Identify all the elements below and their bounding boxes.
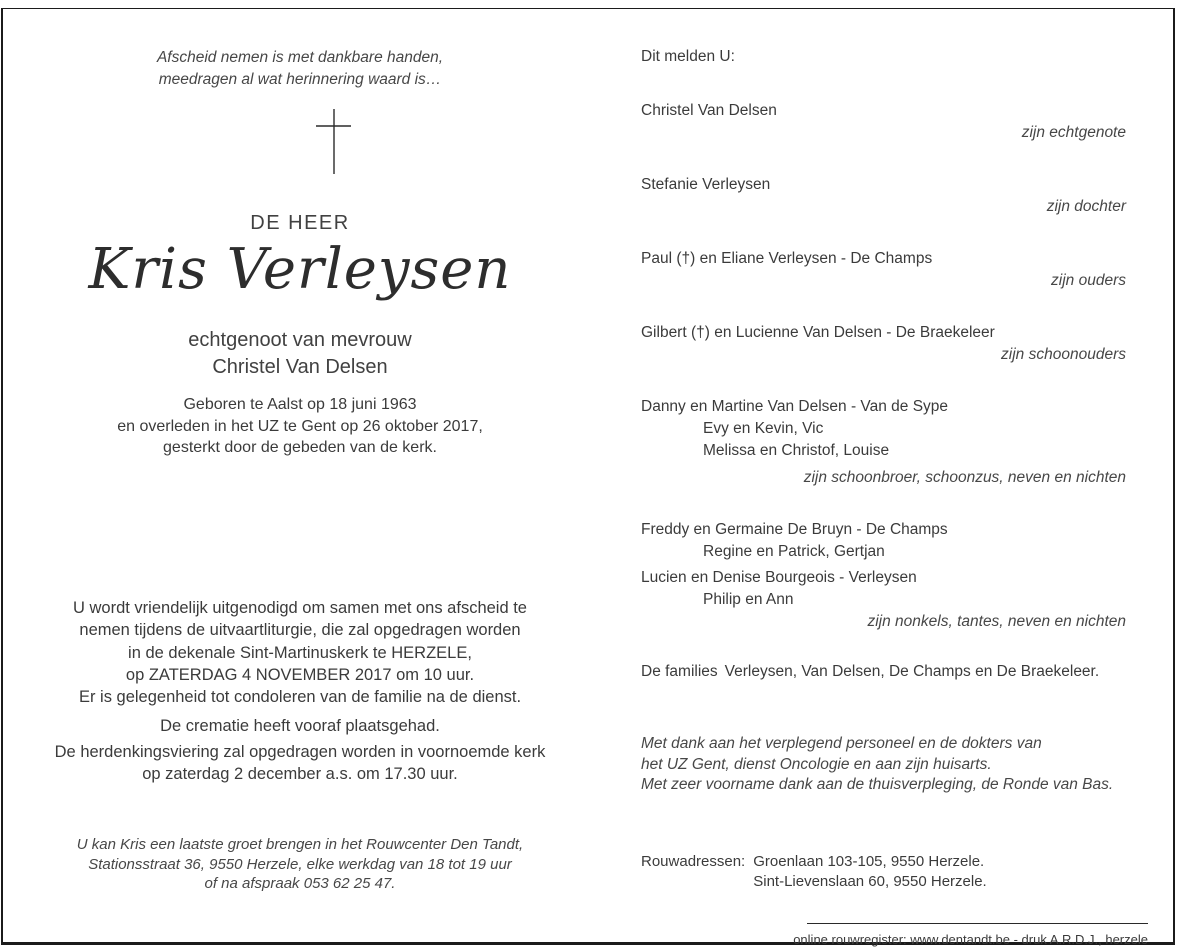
- address-line: Sint-Lievenslaan 60, 9550 Herzele.: [753, 872, 987, 890]
- relation-label: zijn nonkels, tantes, neven en nichten: [867, 613, 1126, 630]
- memorial-line: De herdenkingsviering zal opgedragen worden in voornoemde kerk: [54, 743, 546, 761]
- address-line: Groenlaan 103-105, 9550 Herzele.: [753, 853, 985, 870]
- thanks-line: Met dank aan het verplegend personeel en de dokters van: [641, 735, 1042, 752]
- epigraph-line: Afscheid nemen is met dankbare handen,: [156, 49, 444, 66]
- announcement-entry: [641, 100, 1126, 144]
- mourning-addresses: [641, 852, 987, 891]
- families-names: Verleysen, Van Delsen, De Champs en De Braekeleer.: [724, 663, 1100, 680]
- announcement-entry: [641, 519, 1126, 633]
- announcement-entry: [641, 396, 1126, 489]
- family-member-name: Christel Van Delsen: [641, 102, 777, 119]
- family-member-name: Philip en Ann: [703, 591, 794, 608]
- relation-label: zijn echtgenote: [1021, 124, 1126, 141]
- announcement-entry: [641, 248, 1126, 292]
- family-member-name: Melissa en Christof, Louise: [703, 442, 890, 459]
- spouse-block: [40, 327, 560, 381]
- family-member-name: Danny en Martine Van Delsen - Van de Sype: [641, 398, 949, 415]
- family-member-name: Gilbert (†) en Lucienne Van Delsen - De Braekeleer: [641, 324, 995, 341]
- thanks-line: het UZ Gent, dienst Oncologie en aan zijn huisarts.: [641, 755, 992, 773]
- death-line: en overleden in het UZ te Gent op 26 oktober 2017,: [117, 417, 483, 435]
- invitation-line: in de dekenale Sint-Martinuskerk te HERZELE,: [128, 643, 472, 662]
- invitation-line: nemen tijdens de uitvaartliturgie, die zal opgedragen worden: [79, 621, 521, 640]
- announcement-entry: [641, 322, 1126, 366]
- family-member-name: Freddy en Germaine De Bruyn - De Champs: [641, 521, 948, 538]
- addresses-label: Rouwadressen:: [641, 853, 746, 870]
- family-member-name: Stefanie Verleysen: [641, 176, 771, 193]
- memorial-line: op zaterdag 2 december a.s. om 17.30 uur.: [142, 765, 458, 783]
- relation-label: zijn dochter: [1046, 198, 1126, 215]
- announcement-header: Dit melden U:: [641, 48, 735, 65]
- thanks-line: Met zeer voorname dank aan de thuisverpleging, de Ronde van Bas.: [641, 776, 1114, 793]
- condolence-line: Er is gelegenheid tot condoleren van de familie na de dienst.: [78, 688, 522, 706]
- church-line: gesterkt door de gebeden van de kerk.: [163, 439, 437, 456]
- family-member-name: Regine en Patrick, Gertjan: [703, 543, 885, 560]
- print-footer: [793, 911, 1148, 947]
- spouse-name: Christel Van Delsen: [212, 356, 388, 378]
- epigraph-line: meedragen al wat herinnering waard is…: [158, 71, 442, 88]
- cremation-line: De crematie heeft vooraf plaatsgehad.: [160, 717, 440, 735]
- addresses-lines: [753, 852, 986, 891]
- family-member-name: Evy en Kevin, Vic: [703, 420, 824, 437]
- relation-label: zijn schoonbroer, schoonzus, neven en nichten: [803, 469, 1126, 486]
- epigraph: [40, 47, 560, 91]
- greeting-line: of na afspraak 053 62 25 47.: [204, 875, 396, 892]
- memorial-service: [40, 741, 560, 785]
- spouse-line: echtgenoot van mevrouw: [188, 329, 412, 351]
- family-member-name: Paul (†) en Eliane Verleysen - De Champs: [641, 250, 933, 267]
- birth-line: Geboren te Aalst op 18 juni 1963: [183, 396, 417, 413]
- greeting-line: Stationsstraat 36, 9550 Herzele, elke werkdag van 18 tot 19 uur: [88, 855, 512, 873]
- footer-divider: [807, 923, 1148, 924]
- relation-label: zijn ouders: [1051, 272, 1126, 289]
- greeting-line: U kan Kris een laatste groet brengen in het Rouwcenter Den Tandt,: [76, 836, 524, 853]
- family-member-name: Lucien en Denise Bourgeois - Verleysen: [641, 569, 917, 586]
- announcement-entry: [641, 174, 1126, 218]
- cross-icon: [314, 105, 354, 182]
- funeral-invitation: [40, 597, 560, 686]
- families-line: [641, 663, 1099, 681]
- life-dates: [40, 394, 560, 459]
- thanks-block: [641, 734, 1126, 796]
- page-title: Kris Verleysen: [88, 237, 512, 302]
- invitation-line: U wordt vriendelijk uitgenodigd om samen met ons afscheid te: [73, 599, 527, 617]
- families-label: De families: [641, 663, 718, 680]
- deceased-title: DE HEER: [250, 212, 350, 234]
- invitation-line: op ZATERDAG 4 NOVEMBER 2017 om 10 uur.: [125, 665, 475, 684]
- online-register-line: online rouwregister: www.dentandt.be - druk A.R.D.J., herzele: [793, 932, 1148, 947]
- last-greeting: [40, 835, 560, 894]
- relation-label: zijn schoonouders: [1001, 346, 1126, 363]
